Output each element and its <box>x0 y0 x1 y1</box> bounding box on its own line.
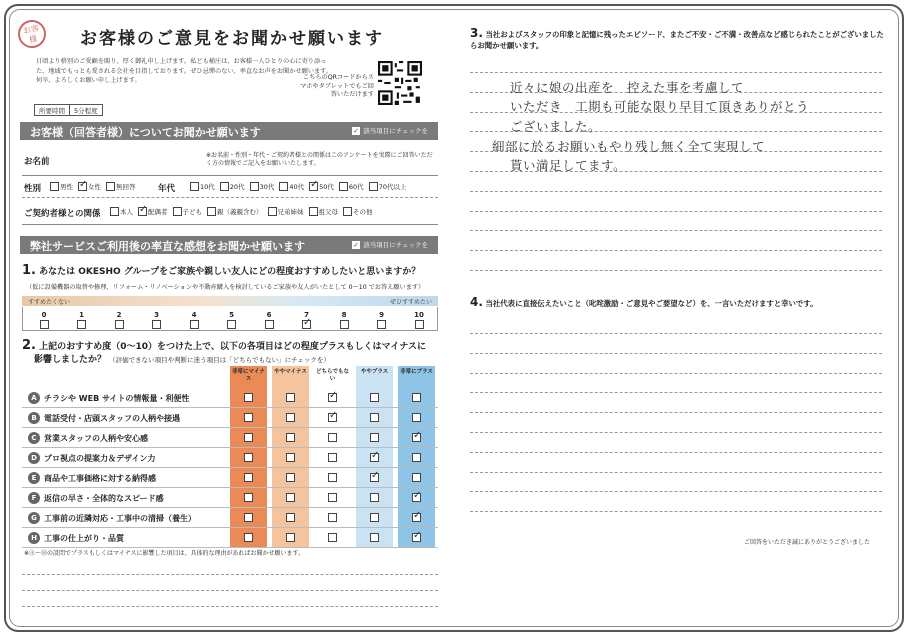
age-option[interactable] <box>250 182 275 191</box>
checkbox[interactable] <box>190 182 199 191</box>
section1-note: ✓ 該当項目にチェックを <box>353 126 428 135</box>
gender-options <box>50 182 136 191</box>
rating-row <box>22 468 438 488</box>
reason-line <box>22 590 438 591</box>
q2-title: 2. 上記のおすすめ度（0〜10）をつけた上で、以下の各項目はどの程度プラスもしくはマイナスに <box>22 338 427 353</box>
ruled-line <box>470 250 882 251</box>
checkbox[interactable] <box>412 413 421 422</box>
checkbox[interactable] <box>309 207 318 216</box>
option-label: 30代 <box>259 183 275 191</box>
checkbox[interactable] <box>286 433 295 442</box>
rating-item-label <box>28 432 148 444</box>
recommend-scale <box>22 307 438 331</box>
relation-option[interactable] <box>173 207 203 216</box>
q3-title: 3. 当社およびスタッフの印象と記憶に残ったエピソード、またご不安・ご不満・改善点など感じられたことがございましたらお聞かせ願います。 <box>470 26 884 50</box>
checkbox[interactable] <box>279 182 288 191</box>
rating-item-label <box>28 512 196 524</box>
ruled-line <box>470 230 882 231</box>
item-badge: G <box>28 512 40 524</box>
divider <box>22 197 438 198</box>
gender-option[interactable] <box>50 182 73 191</box>
scale-option[interactable] <box>337 311 351 331</box>
scale-high-label: ぜひすすめたい <box>389 299 432 306</box>
checkbox[interactable] <box>286 513 295 522</box>
qr-description: こちらのQRコードからスマホやタブレットでもご回答いただけます <box>300 74 374 98</box>
checkbox[interactable] <box>286 473 295 482</box>
q2-title-cont: 影響しましたか？ （評価できない項目や判断に迷う項目は「どちらでもない」にチェックを） <box>34 355 330 365</box>
checkbox[interactable] <box>106 182 115 191</box>
checkbox[interactable] <box>369 182 378 191</box>
q3-answer-line: 細部に於るお願いもやり残し無く全て実現して <box>492 139 766 154</box>
page-title: お客様のご意見をお聞かせ願います <box>80 29 384 49</box>
checkbox[interactable] <box>286 453 295 462</box>
option-label: 男性 <box>60 183 73 191</box>
checkbox[interactable] <box>412 473 421 482</box>
checkbox[interactable] <box>412 513 421 522</box>
section1-header <box>20 122 438 140</box>
scale-number: 5 <box>229 311 234 319</box>
checkbox[interactable] <box>286 493 295 502</box>
section2-title: 弊社サービスご利用後の率直な感想をお聞かせ願います <box>30 240 305 253</box>
item-badge: C <box>28 432 40 444</box>
checkbox[interactable] <box>250 182 259 191</box>
checkbox[interactable] <box>265 320 274 329</box>
item-badge: E <box>28 472 40 484</box>
checkbox[interactable] <box>412 393 421 402</box>
checkbox[interactable] <box>328 513 337 522</box>
option-label: 20代 <box>229 183 245 191</box>
gender-option[interactable] <box>106 182 136 191</box>
ruled-line <box>470 373 882 374</box>
checkbox[interactable] <box>309 182 318 191</box>
checkbox[interactable] <box>328 453 337 462</box>
option-label: 10代 <box>200 183 215 191</box>
checkbox[interactable] <box>370 393 379 402</box>
checkbox[interactable] <box>115 320 124 329</box>
checkbox[interactable] <box>138 207 147 216</box>
scale-low-label: すすめたくない <box>28 299 71 306</box>
scale-option[interactable] <box>375 311 389 331</box>
checkbox[interactable] <box>339 182 348 191</box>
section1-title: お客様（回答者様）についてお聞かせ願います <box>30 126 261 139</box>
ruled-line <box>470 270 882 271</box>
checkbox[interactable] <box>244 533 253 542</box>
scale-option[interactable] <box>412 311 426 331</box>
q1-subtitle: （仮に設備機器の取替や修理、リフォーム・リノベーションや不動産購入を検討しているご家族や友人がいたとして 0〜10 でお答え願います） <box>26 284 425 291</box>
rating-item-label <box>28 492 164 504</box>
ruled-line <box>470 191 882 192</box>
name-line <box>22 175 438 176</box>
scale-option[interactable] <box>187 311 201 331</box>
ruled-line <box>470 452 882 453</box>
rating-row <box>22 528 438 548</box>
item-text: プロ視点の提案力＆デザイン力 <box>44 453 156 463</box>
checkbox[interactable] <box>412 533 421 542</box>
checkbox[interactable] <box>244 413 253 422</box>
scale-number: 1 <box>79 311 84 319</box>
gender-label: 性別 <box>24 184 42 194</box>
relation-option[interactable] <box>110 207 133 216</box>
age-option[interactable] <box>339 182 364 191</box>
scale-number: 4 <box>191 311 197 319</box>
checkbox[interactable] <box>244 393 253 402</box>
relation-label: ご契約者様との関係 <box>24 209 101 219</box>
relation-option[interactable] <box>343 207 373 216</box>
age-label: 年代 <box>158 184 176 194</box>
checkbox[interactable] <box>328 413 337 422</box>
ruled-line <box>470 472 882 473</box>
checkbox[interactable] <box>343 207 352 216</box>
q3-answer-line: 貰い満足してます。 <box>510 158 627 173</box>
age-option[interactable] <box>309 182 334 191</box>
column-header: ややマイナス <box>274 369 307 375</box>
checkbox[interactable] <box>370 453 379 462</box>
rating-row <box>22 508 438 528</box>
bottom-note: ※Ⓐ〜Ⓗの設問でプラスもしくはマイナスに影響した項目は、具体的な理由があればお聞かせ願います。 <box>24 550 305 557</box>
rating-row <box>22 428 438 448</box>
qr-code-icon[interactable] <box>378 61 422 105</box>
ruled-line <box>470 432 882 433</box>
rating-row <box>22 388 438 408</box>
age-options <box>190 182 406 191</box>
scale-option[interactable] <box>150 311 164 331</box>
checkbox[interactable] <box>110 207 119 216</box>
checkbox[interactable] <box>40 320 49 329</box>
checkbox[interactable] <box>377 320 386 329</box>
scale-number: 10 <box>414 311 424 319</box>
checkbox[interactable] <box>190 320 199 329</box>
checkbox[interactable] <box>78 182 87 191</box>
ruled-line <box>470 353 882 354</box>
scale-number: 3 <box>154 311 159 319</box>
ruled-line <box>470 511 882 512</box>
checkbox[interactable] <box>370 513 379 522</box>
checkbox[interactable] <box>370 493 379 502</box>
age-option[interactable] <box>369 182 407 191</box>
item-badge: B <box>28 412 40 424</box>
relation-option[interactable] <box>309 207 339 216</box>
reason-line <box>22 574 438 575</box>
checkbox[interactable] <box>415 320 424 329</box>
checkbox[interactable] <box>340 320 349 329</box>
item-badge: H <box>28 532 40 544</box>
intro-text: 日頃より格別のご愛顧を賜り、厚く御礼申し上げます。私ども桶庄は、お客様一人ひとりの心に寄り添った、地域でもっとも愛される会社を目指しております。ぜひ忌憚のない、率直なお声をお聞かせ願います。何卒、よろしくお願い申し上げます。 <box>36 58 333 84</box>
checkbox[interactable] <box>412 433 421 442</box>
checkbox[interactable] <box>227 320 236 329</box>
option-label: 子ども <box>182 208 202 216</box>
scale-number: 2 <box>116 311 122 319</box>
item-text: 電話受付・店頭スタッフの人柄や接遇 <box>44 413 180 423</box>
option-label: 女性 <box>88 183 101 191</box>
item-text: 営業スタッフの人柄や安心感 <box>44 433 148 443</box>
scale-gradient-bar <box>22 296 438 306</box>
relation-option[interactable] <box>268 207 304 216</box>
section2-header <box>20 236 438 254</box>
ruled-line <box>470 72 882 73</box>
rating-item-label <box>28 392 189 404</box>
checkbox[interactable] <box>244 453 253 462</box>
q4-title: 4. 当社代表に直接伝えたいこと（叱咤激励・ご意見やご要望など）を、一言いただけますと幸いです。 <box>470 295 818 309</box>
scale-option[interactable] <box>37 311 51 331</box>
checkbox[interactable] <box>50 182 59 191</box>
checkbox[interactable] <box>370 473 379 482</box>
item-badge: D <box>28 452 40 464</box>
option-label: 兄弟姉妹 <box>277 208 304 216</box>
rating-item-label <box>28 532 124 544</box>
scale-number: 7 <box>304 311 309 319</box>
ruled-line <box>470 333 882 334</box>
name-note: ※お名前・性別・年代・ご契約者様との関係はこのアンケートを実際にご回答いただく方の情報でご記入をお願いいたします。 <box>206 152 433 167</box>
q1-title: 1. あなたは OKESHO グループをご家族や親しい友人にどの程度おすすめしたいと思いますか？ <box>22 263 421 278</box>
age-option[interactable] <box>190 182 215 191</box>
checkbox[interactable] <box>370 433 379 442</box>
rating-row <box>22 488 438 508</box>
name-label: お名前 <box>24 157 50 167</box>
q3-answer-line: いただき 工期も可能な限り早目て頂きありがとう <box>510 99 810 114</box>
checkbox[interactable] <box>286 393 295 402</box>
reason-line <box>22 606 438 607</box>
thanks-text: ご回答をいただき誠にありがとうございました <box>744 539 871 546</box>
ruled-line <box>470 412 882 413</box>
checkbox[interactable] <box>173 207 182 216</box>
age-option[interactable] <box>279 182 304 191</box>
gender-option[interactable] <box>78 182 101 191</box>
stamp-seal: お客 様 <box>15 17 48 50</box>
scale-option[interactable] <box>262 311 276 331</box>
time-label: 所要時間 <box>35 105 70 115</box>
scale-number: 0 <box>41 311 47 319</box>
checkbox[interactable] <box>244 473 253 482</box>
q3-answer-line: 近々に娘の出産を 控えた事を考慮して <box>510 80 745 95</box>
option-label: 祖父母 <box>318 208 338 216</box>
checkbox[interactable] <box>302 320 311 329</box>
checkbox[interactable] <box>328 473 337 482</box>
scale-number: 8 <box>341 311 347 319</box>
option-label: その他 <box>353 208 373 216</box>
rating-row <box>22 448 438 468</box>
option-label: 40代 <box>289 183 305 191</box>
item-text: 工事前の近隣対応・工事中の清掃（養生） <box>44 513 196 523</box>
checkbox[interactable] <box>220 182 229 191</box>
q3-answer-line: ございました。 <box>510 119 602 134</box>
option-label: 無回答 <box>116 183 136 191</box>
checkbox[interactable] <box>244 513 253 522</box>
column-header: 非常にプラス <box>400 369 433 375</box>
item-text: チラシや WEB サイトの情報量・利便性 <box>44 393 190 403</box>
checkbox[interactable] <box>370 533 379 542</box>
scale-option[interactable] <box>300 311 314 331</box>
column-header: ややプラス <box>360 369 389 375</box>
rating-row <box>22 408 438 428</box>
scale-option[interactable] <box>112 311 126 331</box>
rating-item-label <box>28 472 156 484</box>
rating-item-label <box>28 412 180 424</box>
checkbox[interactable] <box>412 453 421 462</box>
scale-number: 6 <box>266 311 272 319</box>
option-label: 50代 <box>319 183 334 191</box>
checkbox[interactable] <box>268 207 277 216</box>
ruled-line <box>470 491 882 492</box>
scale-number: 9 <box>379 311 384 319</box>
option-label: 配偶者 <box>148 208 168 216</box>
option-label: 60代 <box>348 183 364 191</box>
relation-option[interactable] <box>207 207 263 216</box>
checkbox[interactable] <box>412 493 421 502</box>
checkbox[interactable] <box>207 207 216 216</box>
item-text: 工事の仕上がり・品質 <box>44 533 124 543</box>
check-icon: ✓ <box>353 126 360 135</box>
check-icon: ✓ <box>353 240 360 249</box>
checkbox[interactable] <box>244 493 253 502</box>
checkbox[interactable] <box>328 533 337 542</box>
relation-option[interactable] <box>138 207 168 216</box>
ruled-line <box>470 392 882 393</box>
option-label: 70代以上 <box>378 183 407 191</box>
time-box <box>34 104 103 116</box>
time-value: 5分程度 <box>74 107 98 115</box>
checkbox[interactable] <box>244 433 253 442</box>
rating-item-label <box>28 452 155 464</box>
checkbox[interactable] <box>152 320 161 329</box>
option-label: 本人 <box>120 208 133 216</box>
item-badge: A <box>28 392 40 404</box>
item-badge: F <box>28 492 40 504</box>
checkbox[interactable] <box>286 533 295 542</box>
scale-option[interactable] <box>75 311 89 331</box>
checkbox[interactable] <box>328 393 337 402</box>
item-text: 返信の早さ・全体的なスピード感 <box>44 493 164 503</box>
checkbox[interactable] <box>286 413 295 422</box>
checkbox[interactable] <box>370 413 379 422</box>
checkbox[interactable] <box>77 320 86 329</box>
divider <box>22 224 438 225</box>
relation-options <box>110 207 373 216</box>
checkbox[interactable] <box>328 493 337 502</box>
checkbox[interactable] <box>328 433 337 442</box>
ruled-line <box>470 211 882 212</box>
column-header: どちらでもない <box>316 369 349 382</box>
item-text: 商品や工事価格に対する納得感 <box>44 473 156 483</box>
age-option[interactable] <box>220 182 245 191</box>
option-label: 親（義親含む） <box>217 208 263 216</box>
section2-note: ✓ 該当項目にチェックを <box>353 240 428 249</box>
scale-option[interactable] <box>225 311 239 331</box>
column-header: 非常にマイナス <box>232 369 265 382</box>
